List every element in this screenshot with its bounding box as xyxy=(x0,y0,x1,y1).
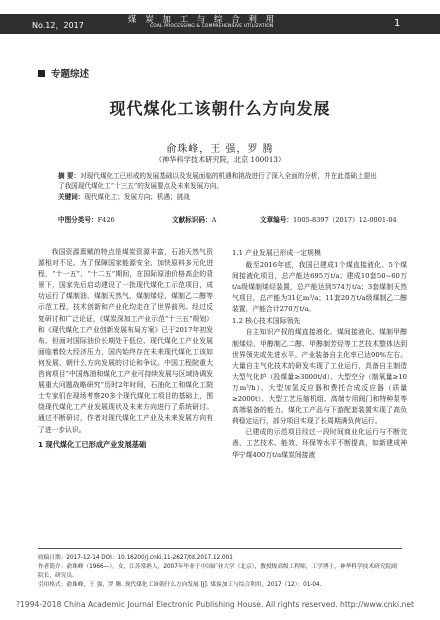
keywords-text: 现代煤化工；发展方向；机遇；挑战 xyxy=(84,193,190,201)
journal-title-cn: 煤 炭 加 工 与 综 合 利 用 xyxy=(128,15,278,25)
subsection-heading-1-2: 1.2 核心技术国际领先 xyxy=(232,316,301,325)
intro-paragraph: 我国资源禀赋的特点是煤炭资源丰富，石油天然气资源相对不足。为了保障国家能源安全、加快原料多元化进程，“十一五”、“十二五”期间，在国际原油价格高企的背景下，国家先后启动建设了一批现代煤化工示范项目，成功运行了煤制油、煤制天然气、煤制烯烃、煤制乙二醇等示范工程，技术创新和产业化均走在了世界前列。经过反复研讨和广泛论证，《煤炭深加工产业示范“十三五”规划》和《现代煤化工产业创新发展布局方案》已于2017年初发布。但面对国际油价长期处于低位、现代煤化工产业发展面临着较大经济压力，国内始终存在未来现代煤化工该如何发展、朝什么方向发展的讨论和争议。中国工程院重大咨询项目“中国炼油和煤化工产业可持续发展与区域协调发展重大问题战略研究”历时2年时间，石油化工和煤化工院士专家们在现场考察20多个现代煤化工项目的基础上，围绕现代煤化工产业发展现状及未来方向进行了系统研讨。通过不断研讨，作者对现代煤化工产业及未来发展方向有了进一步认识。 xyxy=(38,248,213,434)
rubric-label: 专题综述 xyxy=(51,69,90,80)
paragraph-demonstration: 已建成的示范项目经过一段时间商业化运行与不断完善，工艺技术、能效、环保等水平不断提高，如新建成神华宁煤400万t/a煤炭间接液 xyxy=(232,428,407,459)
authors: 俞珠峰，王 强，罗 腾 xyxy=(166,144,274,155)
keywords xyxy=(58,192,378,202)
abstract-text: 对现代煤化工已形成的发展基础以及发展面临的机遇和挑战进行了深入全面的分析，并在此基础上提出了我国现代煤化工“十三五”的发展要点及未来发展方向。 xyxy=(58,172,377,190)
footnote-received: 收稿日期：2017-12-14 DOI：10.16200/j.cnki.11-2627/td.2017.12.001 xyxy=(38,555,233,561)
square-bullet-icon xyxy=(38,70,45,77)
issue-number: No.12，2017 xyxy=(32,21,84,30)
footnote-citation: 引用格式：俞珠峰，王 强，罗 腾. 现代煤化工该朝什么方向发展 [J]. 煤炭加工与综合利用，2017（12）：01-04. xyxy=(38,582,322,588)
footnote-author: 作者简介：俞珠峰（1966—），女，江苏常熟人，2007年毕业于中国矿业大学（北京），教授级高级工程师，工学博士，神华科学技术研究院副院长，研究员。 xyxy=(38,564,397,579)
page-number: 1 xyxy=(394,18,401,29)
copyright-line: ?1994-2018 China Academic Journal Electronic Publishing House. All rights reserved. http://www.cnki.net xyxy=(16,600,415,609)
subsection-heading-1-1: 1.1 产业发展已形成一定规模 xyxy=(232,249,321,257)
article-title: 现代煤化工该朝什么方向发展 xyxy=(109,99,331,118)
affiliation: （神华科学技术研究院，北京 100013） xyxy=(154,155,286,164)
journal-header xyxy=(0,0,440,46)
paragraph-capacity: 截至2016年底，我国已建成1个煤直接液化、5个煤间接液化项目，总产能达695万t/a；建成10套50~60万t/a级煤制烯烃装置，总产能达到574万t/a；3套煤制天然气项目，总产能为31亿m³/a；11套20万t/a级煤制乙二醇装置，产能合计270万t/a。 xyxy=(232,260,407,313)
clc-number: 中图分类号：F426 xyxy=(58,216,115,224)
abstract-label: 摘 要： xyxy=(58,172,81,180)
right-column xyxy=(232,247,407,461)
article-number: 文章编号：1005-8397（2017）12-0001-04 xyxy=(260,216,397,224)
abstract-block xyxy=(58,171,378,202)
abstract xyxy=(58,171,378,191)
document-code: 文献标识码：A xyxy=(172,216,217,224)
left-column xyxy=(38,247,213,451)
paragraph-technology: 自主知识产权的煤直接液化、煤间接液化、煤制甲醇制烯烃、甲醇制乙二醇、甲醇制芳烃等工艺技术整体达到世界领先或先进水平。产业装备自主化率已达90%左右。大量自主气化技术的研发实现了工业运行，具备自主制造大型气化炉（投煤量≥3000t/d）、大型空分（制氧量≥10万m³/h）、大型加氢反应器和费托合成反应器（质量≥2000t）、大型工艺压缩机组、高端专用阀门和特种泵等高端装备的能力。煤化工产品与下游配套装置实现了高负荷稳定运行，部分项目实现了长周期满负荷运行。 xyxy=(232,328,407,426)
journal-title-en: COAL PROCESSING & COMPREHENSIVE UTILIZATION xyxy=(150,24,274,29)
keywords-label: 关键词： xyxy=(58,193,85,201)
section-heading-1: 1 现代煤化工已形成产业发展基础 xyxy=(38,439,147,449)
section-rubric xyxy=(38,66,89,80)
footnotes xyxy=(38,548,402,590)
